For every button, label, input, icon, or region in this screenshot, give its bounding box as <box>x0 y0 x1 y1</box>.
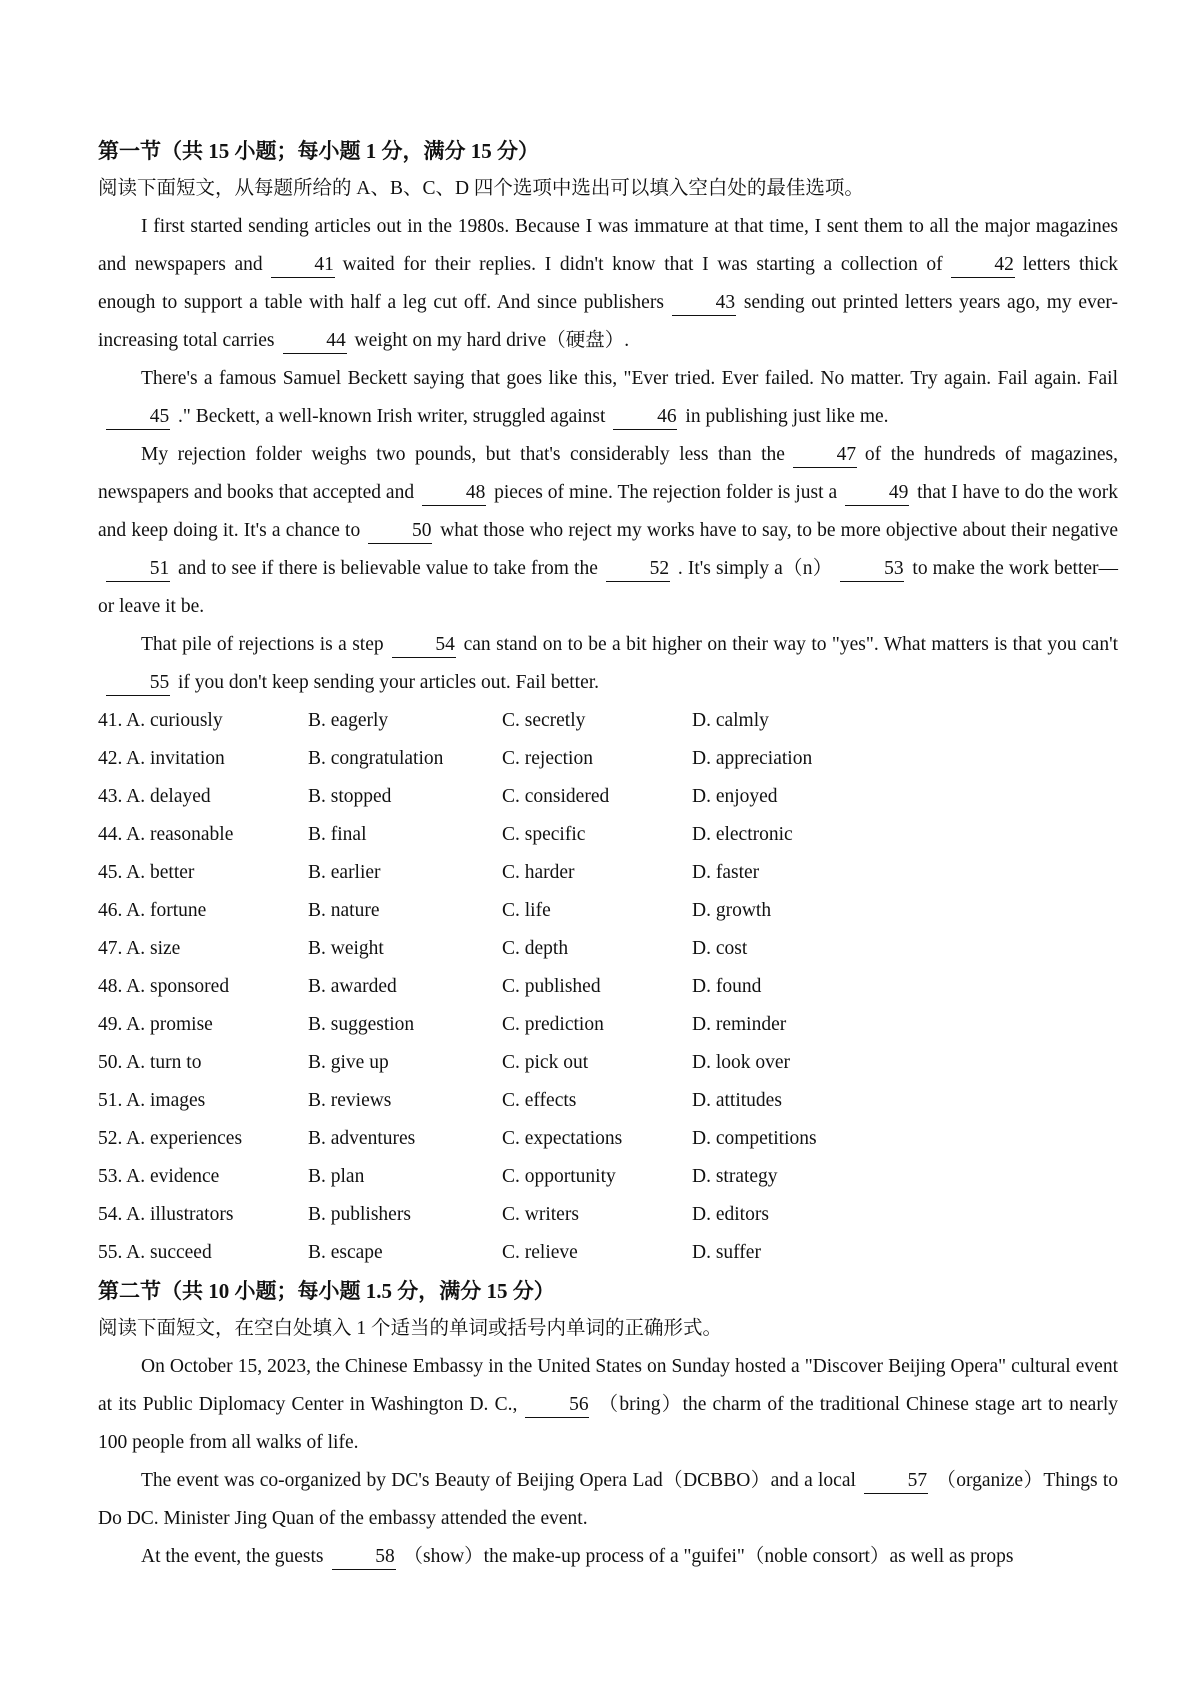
passage-text: ." Beckett, a well-known Irish writer, struggled against <box>178 406 606 427</box>
passage-text: That pile of rejections is a step <box>141 634 384 655</box>
passage-text: weight on my hard drive（硬盘）. <box>354 330 630 351</box>
option-choice[interactable]: B. awarded <box>308 976 397 997</box>
option-choice[interactable]: 46. A. fortune <box>98 900 207 921</box>
option-choice[interactable]: B. stopped <box>308 786 392 807</box>
option-row <box>98 1158 1118 1196</box>
option-choice[interactable]: B. nature <box>308 900 380 921</box>
option-choice[interactable]: C. depth <box>502 938 569 959</box>
section-1-heading: 第一节（共 15 小题；每小题 1 分，满分 15 分） <box>98 139 539 163</box>
passage-text: There's a famous Samuel Beckett saying that goes like this, "Ever tried. Ever failed. No matter. Try again. Fail again. Fail <box>141 368 1118 389</box>
option-choice[interactable]: D. enjoyed <box>692 786 778 807</box>
option-row <box>98 702 1118 740</box>
option-choice[interactable]: 50. A. turn to <box>98 1052 202 1073</box>
option-choice[interactable]: C. rejection <box>502 748 593 769</box>
option-choice[interactable]: B. give up <box>308 1052 389 1073</box>
option-choice[interactable]: B. weight <box>308 938 384 959</box>
answer-blank[interactable]: 44 <box>283 329 347 354</box>
option-choice[interactable]: 53. A. evidence <box>98 1166 220 1187</box>
passage-text: （bring）the charm of the traditional Chinese stage art to nearly 100 people from all walks of life. <box>98 1394 1118 1453</box>
passage-text: waited for their replies. I didn't know that I was starting a collection of <box>342 254 943 275</box>
option-row <box>98 854 1118 892</box>
answer-blank[interactable]: 56 <box>525 1393 589 1418</box>
answer-blank[interactable]: 43 <box>672 291 736 316</box>
option-choice[interactable]: B. plan <box>308 1166 365 1187</box>
option-choice[interactable]: C. harder <box>502 862 575 883</box>
option-row <box>98 930 1118 968</box>
answer-blank[interactable]: 51 <box>106 557 170 582</box>
answer-blank[interactable]: 49 <box>845 481 909 506</box>
option-choice[interactable]: B. adventures <box>308 1128 416 1149</box>
option-choice[interactable]: D. strategy <box>692 1166 778 1187</box>
passage-paragraph <box>98 1538 1118 1576</box>
option-choice[interactable]: 55. A. succeed <box>98 1242 212 1263</box>
answer-blank[interactable]: 53 <box>840 557 904 582</box>
option-choice[interactable]: C. pick out <box>502 1052 589 1073</box>
passage-paragraph <box>98 626 1118 702</box>
answer-blank[interactable]: 58 <box>332 1545 396 1570</box>
passage-paragraph <box>98 360 1118 436</box>
option-choice[interactable]: 51. A. images <box>98 1090 206 1111</box>
option-choice[interactable]: D. competitions <box>692 1128 817 1149</box>
option-choice[interactable]: C. prediction <box>502 1014 604 1035</box>
answer-blank[interactable]: 47 <box>793 443 857 468</box>
passage-text: letters thick enough to support a table with half a leg cut off. And since publishers <box>98 254 1118 313</box>
exam-page <box>98 132 1118 1576</box>
option-row <box>98 1234 1118 1272</box>
passage-paragraph <box>98 208 1118 360</box>
passage-paragraph <box>98 1462 1118 1538</box>
passage-paragraph <box>98 1348 1118 1462</box>
option-choice[interactable]: D. cost <box>692 938 748 959</box>
answer-blank[interactable]: 54 <box>392 633 456 658</box>
answer-blank[interactable]: 57 <box>864 1469 928 1494</box>
passage-text: can stand on to be a bit higher on their way to "yes". What matters is that you can't <box>463 634 1118 655</box>
option-choice[interactable]: D. faster <box>692 862 760 883</box>
passage-text: sending out printed letters years ago, my ever-increasing total carries <box>98 292 1118 351</box>
option-choice[interactable]: 48. A. sponsored <box>98 976 230 997</box>
option-row <box>98 892 1118 930</box>
passage-text: that I have to do the work and keep doing it. It's a chance to <box>98 482 1118 541</box>
option-choice[interactable]: D. reminder <box>692 1014 787 1035</box>
option-choice[interactable]: 43. A. delayed <box>98 786 211 807</box>
option-row <box>98 1196 1118 1234</box>
option-choice[interactable]: 47. A. size <box>98 938 181 959</box>
passage-text: At the event, the guests <box>141 1546 324 1567</box>
passage-text: On October 15, 2023, the Chinese Embassy in the United States on Sunday hosted a "Discover Beijing Opera" cultural event at its Public Diplomacy Center in Washington D. C., <box>98 1356 1118 1415</box>
option-choice[interactable]: B. earlier <box>308 862 381 883</box>
option-choice[interactable]: 52. A. experiences <box>98 1128 243 1149</box>
option-choice[interactable]: C. life <box>502 900 551 921</box>
option-choice[interactable]: 45. A. better <box>98 862 195 883</box>
option-choice[interactable]: D. growth <box>692 900 772 921</box>
answer-blank[interactable]: 42 <box>951 253 1015 278</box>
option-choice[interactable]: B. congratulation <box>308 748 444 769</box>
passage-paragraph <box>98 436 1118 626</box>
passage-text: . It's simply a（n） <box>677 558 833 579</box>
option-choice[interactable]: C. opportunity <box>502 1166 616 1187</box>
option-choice[interactable]: C. expectations <box>502 1128 623 1149</box>
section-2-instruction: 阅读下面短文，在空白处填入 1 个适当的单词或括号内单词的正确形式。 <box>98 1318 723 1339</box>
passage-text: （show）the make-up process of a "guifei"（noble consort）as well as props <box>403 1546 1014 1567</box>
option-choice[interactable]: C. secretly <box>502 710 586 731</box>
answer-blank[interactable]: 48 <box>422 481 486 506</box>
option-row <box>98 1120 1118 1158</box>
passage-text: The event was co-organized by DC's Beauty of Beijing Opera Lad（DCBBO）and a local <box>141 1470 856 1491</box>
option-choice[interactable]: C. specific <box>502 824 586 845</box>
section-1-passage <box>98 208 1118 702</box>
option-choice[interactable]: D. found <box>692 976 762 997</box>
answer-blank[interactable]: 52 <box>606 557 670 582</box>
passage-text: and to see if there is believable value to take from the <box>178 558 598 579</box>
option-choice[interactable]: D. editors <box>692 1204 769 1225</box>
option-choice[interactable]: C. writers <box>502 1204 579 1225</box>
option-choice[interactable]: D. look over <box>692 1052 791 1073</box>
passage-text: to make the work better—or leave it be. <box>98 558 1118 617</box>
option-choice[interactable]: C. published <box>502 976 601 997</box>
option-choice[interactable]: D. attitudes <box>692 1090 782 1111</box>
section-2-passage <box>98 1348 1118 1576</box>
section-1-options <box>98 702 1118 1272</box>
answer-blank[interactable]: 55 <box>106 671 170 696</box>
section-1-instruction: 阅读下面短文，从每题所给的 A、B、C、D 四个选项中选出可以填入空白处的最佳选项。 <box>98 178 864 199</box>
option-row <box>98 1082 1118 1120</box>
option-choice[interactable]: 41. A. curiously <box>98 710 223 731</box>
option-row <box>98 968 1118 1006</box>
section-2 <box>98 1272 1118 1576</box>
passage-text: My rejection folder weighs two pounds, but that's considerably less than the <box>141 444 785 465</box>
option-choice[interactable]: D. electronic <box>692 824 793 845</box>
passage-text: I first started sending articles out in the 1980s. Because I was immature at that time, I sent them to all the major magazines and newspapers and <box>98 216 1118 275</box>
option-row <box>98 740 1118 778</box>
option-choice[interactable]: B. final <box>308 824 367 845</box>
passage-text: （organize）Things to Do DC. Minister Jing Quan of the embassy attended the event. <box>98 1470 1118 1529</box>
option-row <box>98 1006 1118 1044</box>
option-choice[interactable]: 49. A. promise <box>98 1014 213 1035</box>
option-choice[interactable]: B. reviews <box>308 1090 392 1111</box>
passage-text: what those who reject my works have to say, to be more objective about their negative <box>440 520 1118 541</box>
option-choice[interactable]: C. effects <box>502 1090 577 1111</box>
option-choice[interactable]: C. relieve <box>502 1242 578 1263</box>
option-choice[interactable]: D. suffer <box>692 1242 761 1263</box>
passage-text: of the hundreds of magazines, newspapers and books that accepted and <box>98 444 1119 503</box>
option-choice[interactable]: D. calmly <box>692 710 769 731</box>
passage-text: in publishing just like me. <box>685 406 889 427</box>
answer-blank[interactable]: 45 <box>106 405 170 430</box>
option-choice[interactable]: B. suggestion <box>308 1014 415 1035</box>
passage-text: if you don't keep sending your articles out. Fail better. <box>178 672 600 693</box>
answer-blank[interactable]: 41 <box>271 253 335 278</box>
option-choice[interactable]: B. eagerly <box>308 710 389 731</box>
option-choice[interactable]: B. escape <box>308 1242 383 1263</box>
option-choice[interactable]: 42. A. invitation <box>98 748 225 769</box>
option-choice[interactable]: 44. A. reasonable <box>98 824 234 845</box>
option-choice[interactable]: 54. A. illustrators <box>98 1204 234 1225</box>
passage-text: pieces of mine. The rejection folder is just a <box>494 482 838 503</box>
section-2-heading: 第二节（共 10 小题；每小题 1.5 分，满分 15 分） <box>98 1279 555 1303</box>
answer-blank[interactable]: 46 <box>613 405 677 430</box>
option-choice[interactable]: C. considered <box>502 786 610 807</box>
option-choice[interactable]: B. publishers <box>308 1204 411 1225</box>
section-1 <box>98 132 1118 1272</box>
option-row <box>98 778 1118 816</box>
option-row <box>98 816 1118 854</box>
option-row <box>98 1044 1118 1082</box>
answer-blank[interactable]: 50 <box>368 519 432 544</box>
option-choice[interactable]: D. appreciation <box>692 748 813 769</box>
